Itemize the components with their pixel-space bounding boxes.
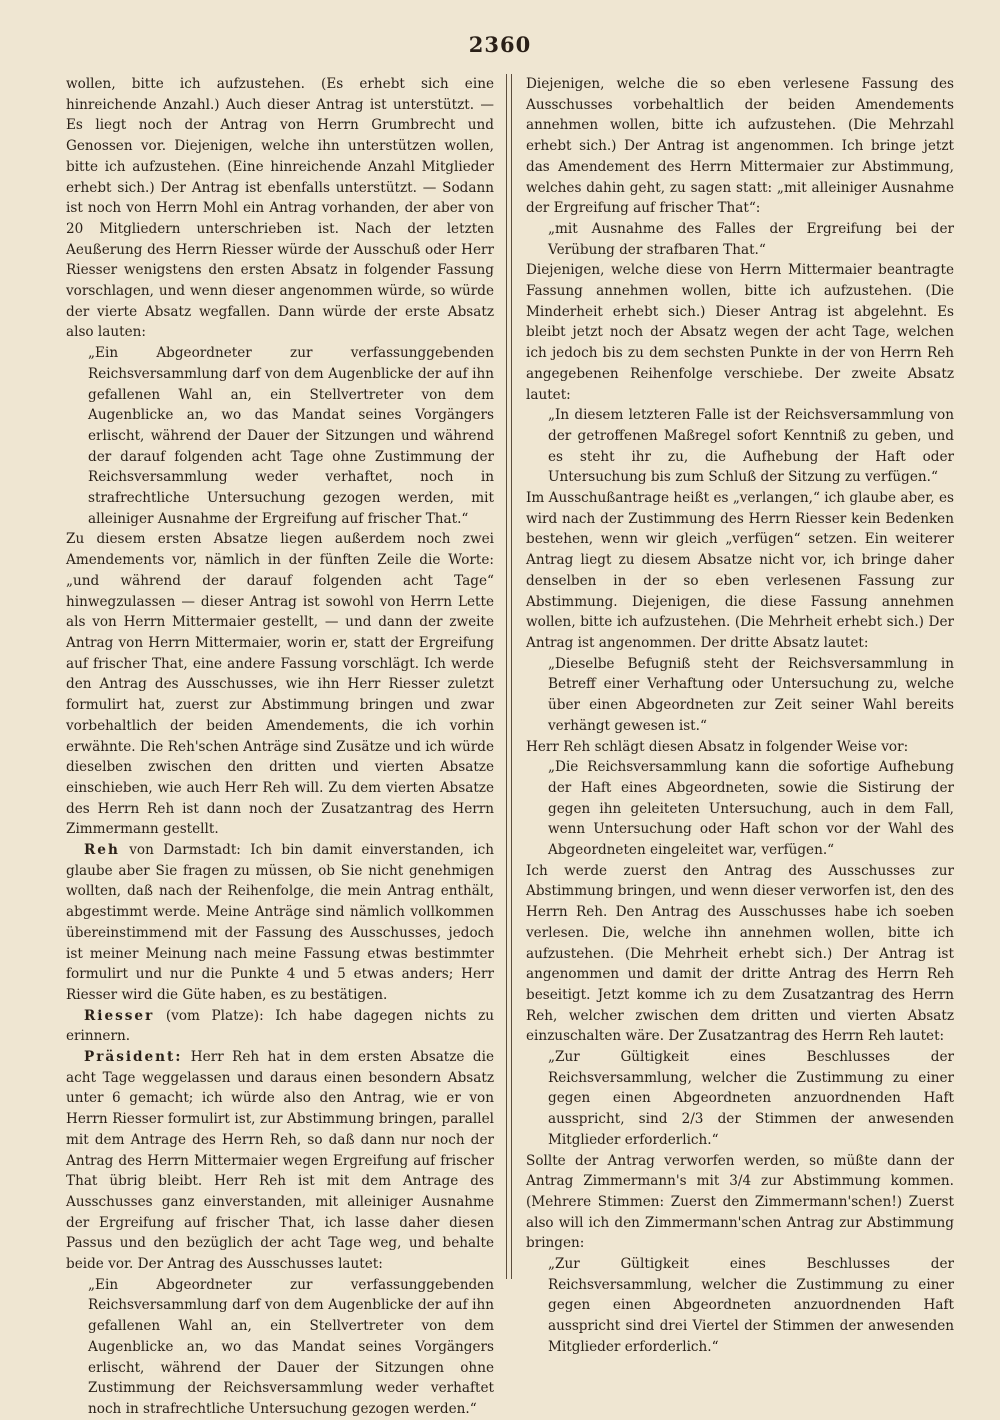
speech-paragraph: [66, 1006, 494, 1047]
paragraph: Diejenigen, welche die so eben verlesene Fassung des Ausschusses vorbehaltlich der beiden Amendements annehmen wollen, bitte ich aufzustehen. (Die Mehrzahl erhebt sich.) Der Antrag ist angenommen. Ich bringe jetzt das Amendement des Herrn Mittermaier zur Abstimmung, welches dahin geht, zu sagen statt: „mit alleiniger Ausnahme der Ergreifung auf frischer That“:: [526, 76, 954, 217]
column-divider: [511, 74, 512, 1279]
quoted-paragraph: „mit Ausnahme des Falles der Ergreifung bei der Verübung der strafbaren That.“: [548, 220, 954, 258]
right-column: [526, 74, 954, 1355]
speaker-name: Riesser: [84, 1007, 155, 1024]
speech-text: Herr Reh hat in dem ersten Absatze die acht Tage weggelassen und daraus einen besondern Absatz unter 6 gemacht; ich würde also den Antrag, wie er von Herrn Riesser formulirt ist, zur Abstimmung bringen, parallel mit dem Antrage des Herrn Reh, so daß dann nur noch der Antrag des Herrn Mittermaier wegen Ergreifung auf frischer That übrig bleibt. Herr Reh ist mit dem Antrage des Ausschusses ganz einverstanden, mit alleiniger Ausnahme der Ergreifung auf frischer That, ich lasse daher diesen Passus und den bezüglich der acht Tage weg, und behalte beide vor. Der Antrag des Ausschusses lautet:: [66, 1049, 495, 1273]
speaker-name: Reh: [84, 842, 120, 859]
paragraph: wollen, bitte ich aufzustehen. (Es erhebt sich eine hinreichende Anzahl.) Auch dieser Antrag ist unterstützt. — Es liegt noch der Antrag von Herrn Grumbrecht und Genossen vor. Diejenigen, welche ihn unterstützen wollen, bitte ich aufzustehen. (Eine hinreichende Anzahl Mitglieder erhebt sich.) Der Antrag ist ebenfalls unterstützt. — Sodann ist noch von Herrn Mohl ein Antrag vorhanden, der aber von 20 Mitgliedern unterschrieben ist. Nach der letzten Aeußerung des Herrn Riesser würde der Ausschuß oder Herr Riesser wenigstens den ersten Absatz in folgender Fassung vorschlagen, und wenn dieser angenommen würde, so würde der vierte Absatz wegfallen. Dann würde der erste Absatz also lauten:: [66, 76, 494, 341]
speaker-name: Präsident:: [84, 1049, 183, 1066]
paragraph: Ich werde zuerst den Antrag des Ausschusses zur Abstimmung bringen, und wenn dieser verworfen ist, den des Herrn Reh. Den Antrag des Ausschusses habe ich soeben verlesen. Die, welche ihn annehmen wollen, bitte ich aufzustehen. (Die Mehrheit erhebt sich.) Der Antrag ist angenommen und damit der dritte Antrag des Herrn Reh beseitigt. Jetzt komme ich zu dem Zusatzantrag des Herrn Reh, welcher zwischen dem dritten und vierten Absatz einzuschalten wäre. Der Zusatzantrag des Herrn Reh lautet:: [526, 862, 954, 1045]
quoted-paragraph: „Dieselbe Befugniß steht der Reichsversammlung in Betreff einer Verhaftung oder Untersuchung zu, welche über einen Abgeordneten zur Zeit seiner Wahl bereits verhängt gewesen ist.“: [548, 655, 954, 734]
speech-text: von Darmstadt: Ich bin damit einverstanden, ich glaube aber Sie fragen zu müssen, ob Sie nicht genehmigen wollten, daß nach der Reihenfolge, die mein Antrag enthält, abgestimmt werde. Meine Anträge sind nämlich vollkommen übereinstimmend mit der Fassung des Ausschusses, jedoch ist meiner Meinung nach meine Fassung etwas bestimmter formulirt und nur die Punkte 4 und 5 etwas anders; Herr Riesser wird die Güte haben, es zu bestätigen.: [66, 842, 494, 1003]
speech-text: (vom Platze): Ich habe dagegen nichts zu erinnern.: [66, 1007, 494, 1045]
left-column: [66, 74, 495, 1417]
paragraph: Diejenigen, welche diese von Herrn Mittermaier beantragte Fassung annehmen wollen, bitte ich aufzustehen. (Die Minderheit erhebt sich.) Dieser Antrag ist abgelehnt. Es bleibt jetzt noch der Absatz wegen der acht Tage, welchen ich jedoch bis zu dem sechsten Punkte in der von Herrn Reh angegebenen Reihenfolge verschiebe. Der zweite Absatz lautet:: [526, 262, 954, 403]
speech-paragraph: [66, 1047, 494, 1275]
quoted-paragraph: „Die Reichsversammlung kann die sofortige Aufhebung der Haft eines Abgeordneten, sowie die Sistirung der gegen ihn geleiteten Untersuchung, auch in dem Fall, wenn Untersuchung oder Haft schon vor der Wahl des Abgeordneten eingeleitet war, verfügen.“: [548, 759, 954, 859]
quoted-paragraph: „Ein Abgeordneter zur verfassunggebenden Reichsversammlung darf von dem Augenblicke der auf ihn gefallenen Wahl an, ein Stellvertreter von dem Augenblicke an, wo das Mandat seines Vorgängers erlischt, während der Dauer der Sitzungen und während der darauf folgenden acht Tage ohne Zustimmung der Reichsversammlung weder verhaftet, noch in strafrechtliche Untersuchung gezogen werden, mit alleiniger Ausnahme der Ergreifung auf frischer That.“: [88, 345, 494, 527]
quoted-paragraph: „In diesem letzteren Falle ist der Reichsversammlung von der getroffenen Maßregel sofort Kenntniß zu geben, und es steht ihr zu, die Aufhebung der Haft oder Untersuchung bis zum Schluß der Sitzung zu verfügen.“: [548, 407, 954, 486]
quoted-paragraph: „Zur Gültigkeit eines Beschlusses der Reichsversammlung, welcher die Zustimmung zu einer gegen einen Abgeordneten anzuordnenden Haft ausspricht sind drei Viertel der Stimmen der anwesenden Mitglieder erforderlich.“: [548, 1256, 954, 1355]
paragraph: Im Ausschußantrage heißt es „verlangen,“ ich glaube aber, es wird nach der Zustimmung des Herrn Riesser kein Bedenken bestehen, wenn wir gleich „verfügen“ setzen. Ein weiterer Antrag liegt zu diesem Absatze nicht vor, ich bringe daher denselben in der so eben verlesenen Fassung zur Abstimmung. Diejenigen, die diese Fassung annehmen wollen, bitte ich aufzustehen. (Die Mehrheit erhebt sich.) Der Antrag ist angenommen. Der dritte Absatz lautet:: [526, 490, 954, 651]
paragraph: Sollte der Antrag verworfen werden, so müßte dann der Antrag Zimmermann's mit 3/4 zur Abstimmung kommen. (Mehrere Stimmen: Zuerst den Zimmermann'schen!) Zuerst also will ich den Zimmermann'schen Antrag zur Abstimmung bringen:: [526, 1152, 954, 1252]
speech-paragraph: [66, 840, 494, 1006]
paragraph: Zu diesem ersten Absatze liegen außerdem noch zwei Amendements vor, nämlich in der fünften Zeile die Worte: „und während der darauf folgenden acht Tage“ hinwegzulassen — dieser Antrag ist sowohl von Herrn Lette als von Herrn Mittermaier gestellt, — und dann der zweite Antrag von Herrn Mittermaier, worin er, statt der Ergreifung auf frischer That, eine andere Fassung vorschlägt. Ich werde den Antrag des Ausschusses, wie ihn Herr Riesser zuletzt formulirt hat, zuerst zur Abstimmung bringen und zwar vorbehaltlich der beiden Amendements, die ich vorhin erwähnte. Die Reh'schen Anträge sind Zusätze und ich würde dieselben zwischen den dritten und vierten Absatze einschieben, wie auch Herr Reh will. Zu dem vierten Absatze des Herrn Reh ist dann noch der Zusatzantrag des Herrn Zimmermann gestellt.: [66, 531, 494, 838]
quoted-paragraph: „Zur Gültigkeit eines Beschlusses der Reichsversammlung, welcher die Zustimmung zu einer gegen einen Abgeordneten anzuordnenden Haft ausspricht, sind 2/3 der Stimmen der anwesenden Mitglieder erforderlich.“: [548, 1049, 954, 1148]
page-number: 2360: [468, 32, 532, 57]
paragraph: Herr Reh schlägt diesen Absatz in folgender Weise vor:: [526, 738, 909, 755]
quoted-paragraph: „Ein Abgeordneter zur verfassunggebenden Reichsversammlung darf von dem Augenblicke der auf ihn gefallenen Wahl an, ein Stellvertreter von dem Augenblicke an, wo das Mandat seines Vorgängers erlischt, während der Dauer der Sitzungen ohne Zustimmung der Reichsversammlung weder verhaftet noch in strafrechtliche Untersuchung gezogen werden.“: [88, 1276, 494, 1417]
column-divider: [506, 74, 507, 1279]
